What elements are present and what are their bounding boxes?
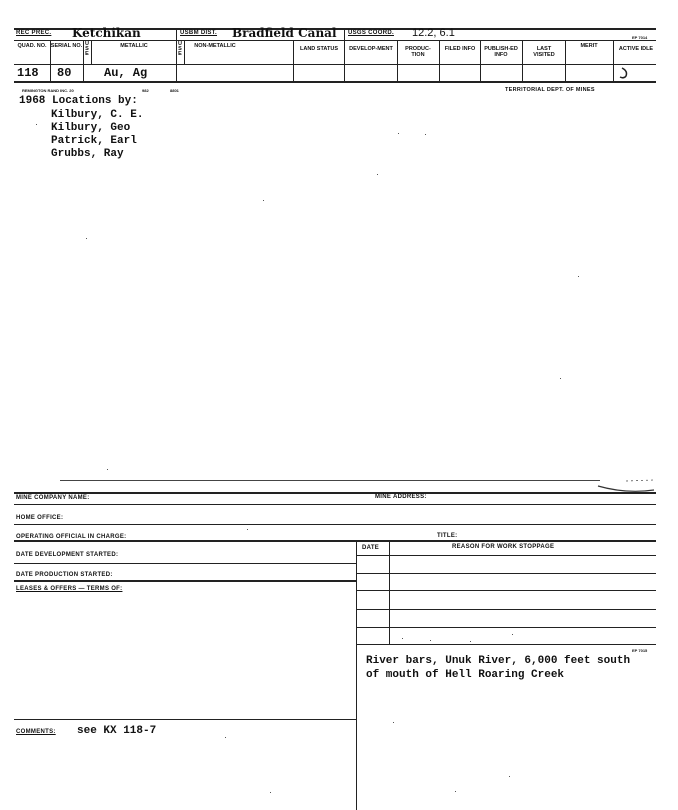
col-serial-no: SERIAL NO. (50, 43, 83, 49)
col-published-info: PUBLISH-ED INFO (484, 46, 518, 58)
quad-no-value: 118 (17, 66, 39, 80)
rec-prec-value: Ketchikan (72, 26, 141, 40)
notes-line-1: 1968 Locations by: (19, 95, 138, 107)
date-production-started-label: DATE PRODUCTION STARTED: (16, 572, 113, 578)
form-code-top: EP 7014 (632, 35, 648, 40)
comments-label: COMMENTS: (16, 729, 56, 735)
col-filed-info: FILED INFO (444, 46, 476, 52)
operating-official-label: OPERATING OFFICIAL IN CHARGE: (16, 534, 127, 540)
usbm-dist-value: Bradfield Canal (232, 26, 337, 40)
header-divider (14, 40, 656, 41)
form-code-bottom: EP 7015 (632, 648, 648, 653)
date-column-header: DATE (362, 545, 380, 551)
col-development: DEVELOP-MENT (349, 46, 393, 52)
notes-line-3: Kilbury, Geo (51, 122, 131, 134)
mine-address-label: MINE ADDRESS: (375, 494, 427, 500)
print-code-mid1: 982 (142, 88, 149, 93)
col-merit: MERIT (580, 43, 598, 49)
col-quad-no: QUAD. NO. (17, 43, 47, 49)
usgs-coord-value: 12.2, 6.1 (412, 27, 455, 39)
col-production: PRODUC-TION (405, 46, 431, 58)
serial-no-value: 80 (57, 66, 72, 80)
col-land-status: LAND STATUS (300, 46, 338, 52)
home-office-label: HOME OFFICE: (16, 515, 64, 521)
comments-value: see KX 118-7 (77, 725, 157, 737)
leases-offers-label: LEASES & OFFERS — TERMS OF: (16, 586, 123, 592)
col-non-metallic: NON-METALLIC (194, 43, 236, 49)
reason-column-header: REASON FOR WORK STOPPAGE (452, 544, 555, 550)
location-text-line-2: of mouth of Hell Roaring Creek (366, 669, 565, 681)
title-label: TITLE: (437, 533, 458, 539)
usbm-dist-label: USBM DIST. (180, 30, 218, 36)
department-label: TERRITORIAL DEPT. OF MINES (505, 87, 595, 93)
notes-line-2: Kilbury, C. E. (51, 109, 144, 121)
col-use-nonmetallic: U S E (178, 41, 182, 57)
notes-line-4: Patrick, Earl (51, 135, 137, 147)
location-text-line-1: River bars, Unuk River, 6,000 feet south (366, 655, 631, 667)
handwritten-mark-icon (618, 66, 632, 80)
date-development-started-label: DATE DEVELOPMENT STARTED: (16, 552, 119, 558)
notes-line-5: Grubbs, Ray (51, 148, 124, 160)
col-last-visited: LAST VISITED (533, 46, 555, 58)
usgs-coord-label: USGS COORD. (348, 30, 394, 36)
col-use-metallic: U S E (85, 41, 89, 57)
col-metallic: METALLIC (120, 43, 148, 49)
col-active-idle: ACTIVE IDLE (618, 46, 654, 52)
print-code-left: REMINGTON RAND INC. 20 (22, 88, 74, 93)
rec-prec-label: REC PREC. (16, 30, 52, 36)
print-code-mid2: 8801 (170, 88, 179, 93)
metallic-value: Au, Ag (104, 66, 148, 80)
mine-company-name-label: MINE COMPANY NAME: (16, 495, 90, 501)
